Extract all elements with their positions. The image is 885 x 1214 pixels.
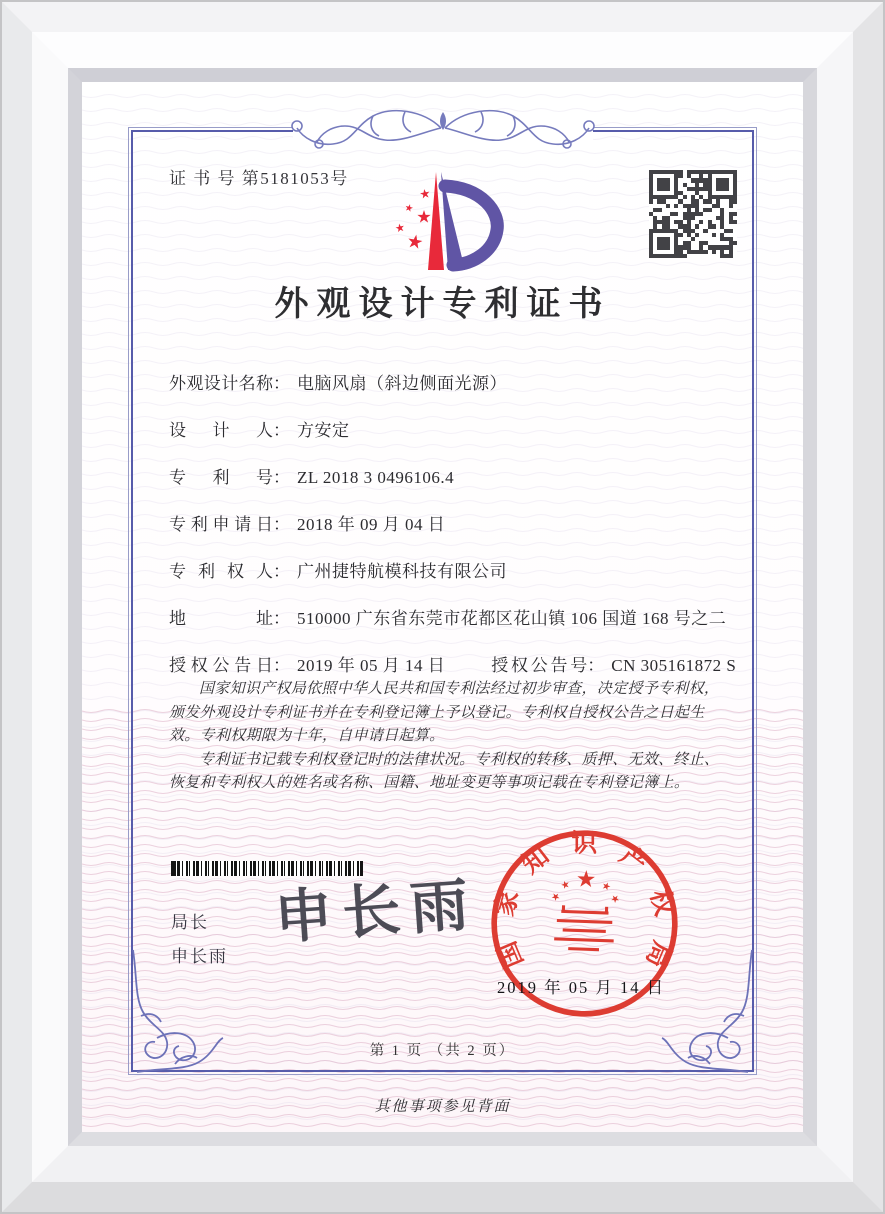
national-emblem xyxy=(550,869,622,904)
legal-paragraph-2: 专利证书记载专利权登记时的法律状况。专利权的转移、质押、无效、终止、恢复和专利权人的姓名或名称、国籍、地址变更等事项记载在专利登记簿上。 xyxy=(169,751,720,791)
field-row-filing-date: 专利申请日： 2018 年 09 月 04 日 xyxy=(169,512,726,538)
field-list xyxy=(169,371,737,700)
field-label: 授权公告日 xyxy=(169,656,273,675)
page-indicator: 第 1 页 （共 2 页） xyxy=(369,1043,516,1059)
svg-text:国家知识产权局 xyxy=(487,825,682,978)
field-row-grant-date: 授权公告日： 2019 年 05 月 14 日 授权公告号： CN 305161872 S xyxy=(169,653,726,679)
field-row-design-name: 外观设计名称： 电脑风扇（斜边侧面光源） xyxy=(169,371,726,397)
frame-inner-bevel xyxy=(32,32,853,1182)
director-signature: 申长雨 xyxy=(272,871,481,952)
field-value: 方安定 xyxy=(297,421,350,440)
field-value: 2018 年 09 月 04 日 xyxy=(297,515,446,534)
director-block xyxy=(171,906,228,974)
field-value: 2019 年 05 月 14 日 xyxy=(297,656,446,675)
certificate-border xyxy=(128,127,757,1075)
grant-number-pair: 授权公告号： CN 305161872 S xyxy=(491,656,736,675)
director-name: 申长雨 xyxy=(171,947,228,966)
field-label: 地址 xyxy=(169,609,273,628)
field-label: 专利号 xyxy=(169,468,273,487)
field-row-patentee: 专利权人： 广州捷特航模科技有限公司 xyxy=(169,559,726,585)
field-row-patent-no: 专利号： ZL 2018 3 0496106.4 xyxy=(169,465,726,491)
qr-code xyxy=(649,170,737,258)
seal-text: 国家知识产权局 xyxy=(489,828,680,973)
top-flourish-ornament xyxy=(273,98,613,158)
logo-stars xyxy=(395,188,431,249)
cnipa-logo xyxy=(379,168,511,276)
field-label: 外观设计名称 xyxy=(169,374,273,393)
frame-mat-shadow xyxy=(68,68,817,1146)
back-note: 其他事项参见背面 xyxy=(374,1099,511,1115)
director-title: 局长 xyxy=(171,913,209,932)
field-row-designer: 设计人： 方安定 xyxy=(169,418,726,444)
field-label: 专利申请日 xyxy=(169,515,273,534)
field-value: 电脑风扇（斜边侧面光源） xyxy=(297,374,507,393)
certificate-paper xyxy=(82,82,803,1132)
field-label: 设计人 xyxy=(169,421,273,440)
field-value: 广州捷特航模科技有限公司 xyxy=(297,562,507,581)
emblem-gate xyxy=(554,905,615,950)
certificate-number: 证 书 号 第5181053号 xyxy=(169,169,349,188)
legal-paragraph-1: 国家知识产权局依照中华人民共和国专利法经过初步审查，决定授予专利权，颁发外观设计专利证书并在专利登记簿上予以登记。专利权自授权公告之日起生效。专利权期限为十年，自申请日起算。 xyxy=(169,681,720,744)
field-value: CN 305161872 S xyxy=(611,656,737,675)
field-label: 专利权人 xyxy=(169,562,273,581)
field-row-address: 地址： 510000 广东省东莞市花都区花山镇 106 国道 168 号之二 xyxy=(169,606,726,632)
field-value: 510000 广东省东莞市花都区花山镇 106 国道 168 号之二 xyxy=(297,609,727,628)
certificate-title: 外观设计专利证书 xyxy=(274,286,611,323)
field-value: ZL 2018 3 0496106.4 xyxy=(297,468,455,487)
field-label: 授权公告号 xyxy=(491,656,588,675)
legal-text xyxy=(169,678,724,796)
seal-date: 2019 年 05 月 14 日 xyxy=(497,978,666,997)
